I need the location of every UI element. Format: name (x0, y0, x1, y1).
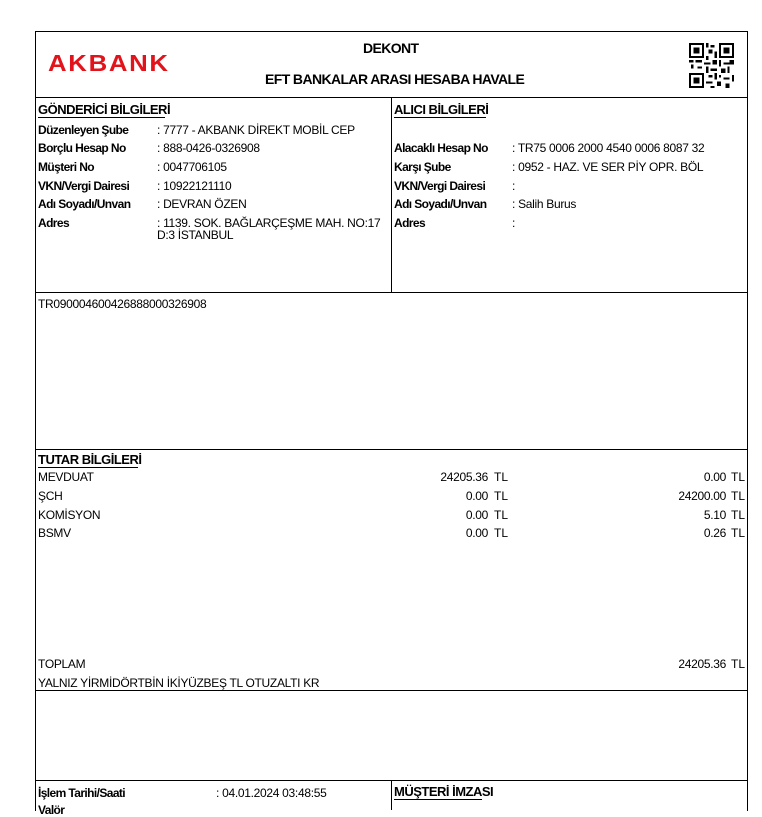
party-divider (391, 97, 392, 293)
sender-label-address: Adres (38, 216, 70, 230)
amounts-heading: TUTAR BİLGİLERİ (38, 452, 142, 467)
signature-heading-underline (394, 799, 482, 800)
sender-value-branch: : 7777 - AKBANK DİREKT MOBİL CEP (157, 123, 355, 137)
sender-label-account: Borçlu Hesap No (38, 141, 126, 155)
receiver-heading: ALICI BİLGİLERİ (394, 102, 489, 117)
sender-value-address: : 1139. SOK. BAĞLARÇEŞME MAH. NO:17 D:3 İSTANBUL (157, 216, 381, 242)
amount-row-credit-currency: TL (731, 470, 746, 484)
amount-row-debit-currency: TL (494, 489, 509, 503)
amount-row-credit-currency: TL (731, 489, 746, 503)
amount-row-credit: 0.00 (703, 470, 726, 484)
amounts-heading-underline (38, 467, 138, 468)
amount-row-credit: 24200.00 (678, 489, 726, 503)
amounts-bottom-divider (35, 690, 748, 691)
qr-code-icon (689, 43, 734, 88)
sender-value-tax: : 10922121110 (157, 179, 232, 193)
frame-top (35, 31, 748, 32)
receiver-label-account: Alacaklı Hesap No (394, 141, 488, 155)
receiver-label-name: Adı Soyadı/Unvan (394, 197, 487, 211)
bank-logo: AKBANK (48, 50, 170, 76)
transaction-date-value: : 04.01.2024 03:48:55 (216, 786, 327, 800)
amount-row-credit: 0.26 (703, 526, 726, 540)
transaction-date-label: İşlem Tarihi/Saati (38, 786, 126, 800)
amount-row-label: KOMİSYON (38, 508, 101, 522)
sender-value-name: : DEVRAN ÖZEN (157, 197, 247, 211)
amount-row-debit-currency: TL (494, 470, 509, 484)
amount-row-credit: 5.10 (703, 508, 726, 522)
frame-right (747, 31, 748, 811)
amount-row-debit-currency: TL (494, 526, 509, 540)
amount-row-credit-currency: TL (731, 508, 746, 522)
transaction-description: TR090004600426888000326908 (38, 297, 207, 311)
sender-value-customer-no: : 0047706105 (157, 160, 227, 174)
receiver-value-name: : Salih Burus (512, 197, 577, 211)
amount-row-debit: 0.00 (465, 526, 488, 540)
signature-heading: MÜŞTERİ İMZASI (394, 784, 494, 799)
receiver-label-branch: Karşı Şube (394, 160, 451, 174)
footer-vertical-divider (391, 780, 392, 810)
amount-row-debit: 24205.36 (440, 470, 488, 484)
value-date-label: Valör (38, 803, 65, 817)
receiver-label-tax: VKN/Vergi Dairesi (394, 179, 486, 193)
sender-value-account: : 888-0426-0326908 (157, 141, 260, 155)
amount-row-debit: 0.00 (465, 489, 488, 503)
total-value: 24205.36 (678, 657, 726, 671)
sender-heading-underline (38, 117, 165, 118)
party-bottom-divider (35, 292, 748, 293)
description-bottom-divider (35, 449, 748, 450)
receiver-value-tax: : (512, 179, 516, 193)
sender-label-branch: Düzenleyen Şube (38, 123, 129, 137)
receiver-value-branch: : 0952 - HAZ. VE SER PİY OPR. BÖL (512, 160, 704, 174)
amount-row-debit-currency: TL (494, 508, 509, 522)
receiver-heading-underline (394, 117, 486, 118)
document-title: DEKONT (363, 40, 419, 56)
receiver-value-address: : (512, 216, 516, 230)
frame-left (35, 31, 36, 811)
amount-row-label: ŞCH (38, 489, 63, 503)
amount-row-label: MEVDUAT (38, 470, 94, 484)
total-in-words: YALNIZ YİRMİDÖRTBİN İKİYÜZBEŞ TL OTUZALTI KR (38, 676, 320, 690)
amount-row-debit: 0.00 (465, 508, 488, 522)
document-subtitle: EFT BANKALAR ARASI HESABA HAVALE (265, 71, 525, 87)
receiver-value-account: : TR75 0006 2000 4540 0006 8087 32 (512, 141, 705, 155)
total-currency: TL (731, 657, 746, 671)
receiver-label-address: Adres (394, 216, 426, 230)
sender-label-tax: VKN/Vergi Dairesi (38, 179, 130, 193)
amount-row-credit-currency: TL (731, 526, 746, 540)
sender-label-name: Adı Soyadı/Unvan (38, 197, 131, 211)
amount-row-label: BSMV (38, 526, 71, 540)
sender-label-customer-no: Müşteri No (38, 160, 95, 174)
total-label: TOPLAM (38, 657, 86, 671)
sender-heading: GÖNDERİCİ BİLGİLERİ (38, 102, 171, 117)
